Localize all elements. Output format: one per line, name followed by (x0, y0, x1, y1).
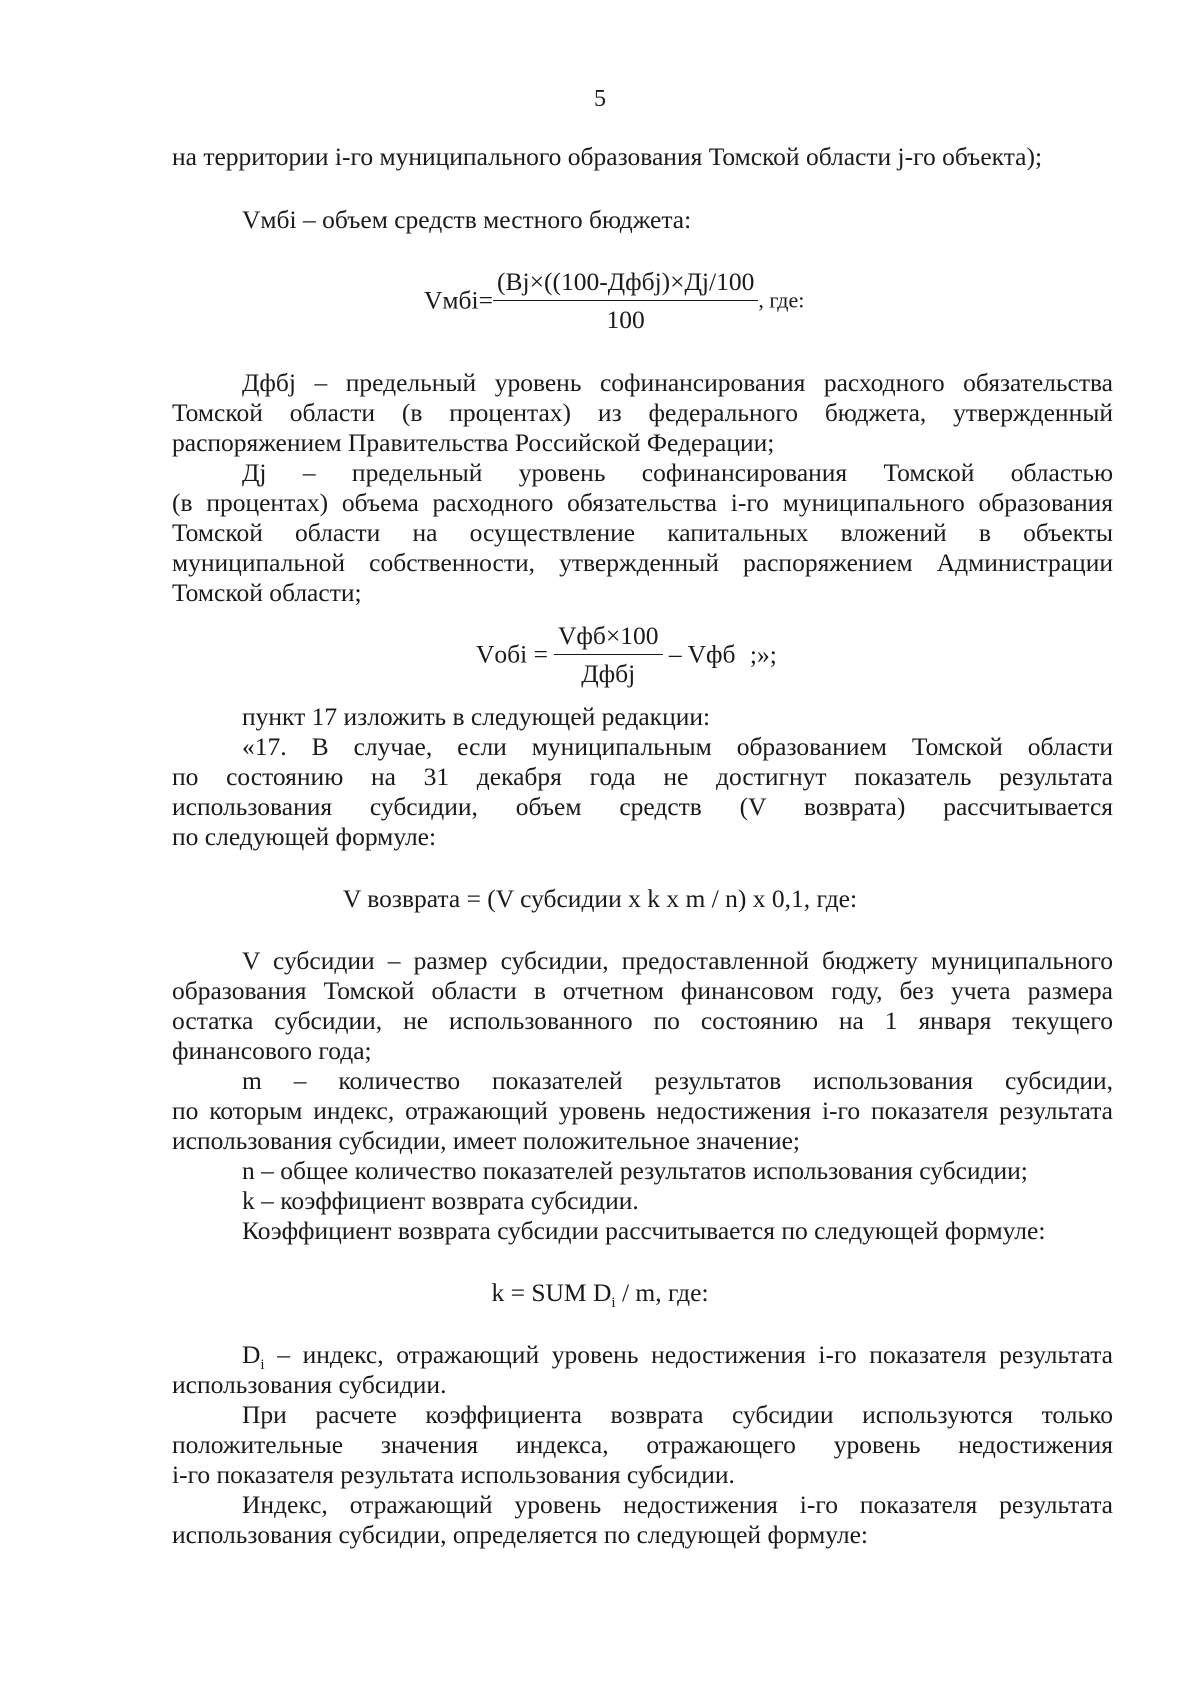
paragraph-line: использования субсидии, имеет положительное значение; (172, 1126, 800, 1155)
paragraph-line: распоряжением Правительства Российской Федерации; (172, 428, 775, 457)
line-text: – индекс, отражающий уровень недостижения i-го показателя результата (264, 1340, 1113, 1369)
paragraph-line: (в процентах) объема расходного обязательства i-го муниципального образования (172, 488, 1113, 517)
paragraph-line: Томской области (в процентах) из федерального бюджета, утвержденный (172, 398, 1113, 427)
formula-denominator: Дфбj (581, 659, 636, 688)
paragraph-line: использования субсидии, определяется по следующей формуле: (172, 1520, 868, 1549)
paragraph-line: по которым индекс, отражающий уровень недостижения i-го показателя результата (172, 1096, 1113, 1125)
paragraph-line: n – общее количество показателей результатов использования субсидии; (242, 1156, 1028, 1185)
paragraph-line: Томской области на осуществление капитальных вложений в объекты (172, 518, 1113, 547)
paragraph-line: на территории i-го муниципального образования Томской области j-го объекта); (172, 142, 1043, 171)
paragraph-line: m – количество показателей результатов использования субсидии, (242, 1066, 1113, 1095)
symbol-d: D (242, 1340, 261, 1369)
paragraph-line: по состоянию на 31 декабря года не достигнут показатель результата (172, 762, 1113, 791)
page-number: 5 (594, 86, 606, 112)
formula-k (0, 1278, 1200, 1318)
paragraph-line: i-го показателя результата использования субсидии. (172, 1460, 735, 1489)
paragraph-line: Индекс, отражающий уровень недостижения i-го показателя результата (242, 1490, 1113, 1519)
formula-suffix: , где: (758, 287, 805, 313)
paragraph-line: Томской области; (172, 578, 362, 607)
paragraph-line: использования субсидии. (172, 1370, 447, 1399)
formula-rhs: – Vфб (668, 639, 736, 669)
formula-vobi (476, 620, 777, 689)
vmbi-definition: Vмбi – объем средств местного бюджета: (242, 205, 692, 234)
formula-vmbi (424, 266, 804, 335)
formula-subscript: i (611, 1295, 616, 1312)
formula-v-vozvrata: V возврата = (V субсидии x k x m / n) x 0,1, где: (342, 884, 858, 913)
formula-numerator: (Вj×((100-Дфбj)×Дj/100 (493, 266, 758, 301)
paragraph-line: «17. В случае, если муниципальным образованием Томской области (242, 732, 1113, 761)
formula-numerator: Vфб×100 (554, 620, 663, 655)
formula-lhs: Vобi = (476, 639, 548, 669)
formula-fraction (493, 266, 758, 335)
paragraph-line: финансового года; (172, 1036, 372, 1065)
formula-fraction (554, 620, 663, 689)
paragraph-line: муниципальной собственности, утвержденный распоряжением Администрации (172, 548, 1113, 577)
formula-denominator: 100 (606, 305, 645, 334)
paragraph-line: V субсидии – размер субсидии, предоставленной бюджету муниципального (242, 946, 1113, 975)
formula-suffix: ;»; (749, 639, 777, 669)
symbol-subscript: i (260, 1357, 265, 1374)
paragraph-line: остатка субсидии, не использованного по состоянию на 1 января текущего (172, 1006, 1113, 1035)
paragraph-line: Коэффициент возврата субсидии рассчитывается по следующей формуле: (242, 1216, 1046, 1245)
paragraph-line: использования субсидии, объем средств (V возврата) рассчитывается (172, 792, 1113, 821)
paragraph-line: Дфбj – предельный уровень софинансирования расходного обязательства (242, 368, 1113, 397)
formula-lhs: Vмбi= (424, 285, 493, 315)
paragraph-line: положительные значения индекса, отражающего уровень недостижения (172, 1430, 1113, 1459)
paragraph-line: пункт 17 изложить в следующей редакции: (242, 702, 711, 731)
paragraph-line: образования Томской области в отчетном финансовом году, без учета размера (172, 976, 1113, 1005)
paragraph-line: Дj – предельный уровень софинансирования Томской областью (242, 458, 1113, 487)
formula-part: k = SUM D (491, 1278, 612, 1307)
formula-part: / m, где: (615, 1278, 709, 1307)
paragraph-line: При расчете коэффициента возврата субсидии используются только (242, 1400, 1113, 1429)
paragraph-line: по следующей формуле: (172, 822, 437, 851)
paragraph-line: k – коэффициент возврата субсидии. (242, 1186, 639, 1215)
